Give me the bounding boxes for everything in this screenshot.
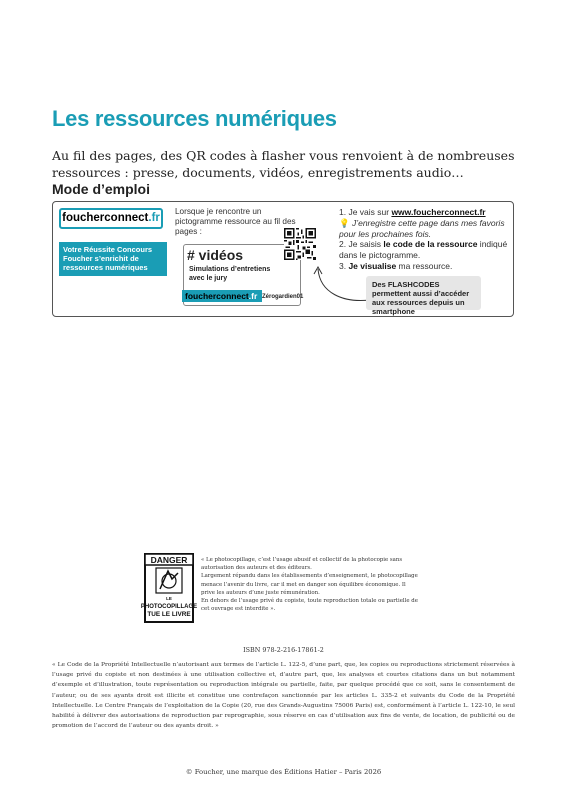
svg-text:TUE LE LIVRE: TUE LE LIVRE <box>147 611 191 618</box>
copyright: © Foucher, une marque des Éditions Hatier – Paris 2026 <box>185 768 382 776</box>
danger-label: DANGER <box>150 555 188 565</box>
logo-dot: .fr <box>148 212 160 224</box>
enrichment-note: Votre Réussite Concours Foucher s’enrichit de ressources numériques <box>59 242 167 276</box>
step-3: 3. Je visualise ma ressource. <box>339 260 453 271</box>
isbn: ISBN 978-2-216-17861-2 <box>243 646 324 654</box>
foucherconnect-link[interactable]: www.foucherconnect.fr <box>391 207 486 217</box>
picto-site-banner <box>182 290 262 302</box>
picto-resource-code: Zérogardien01 <box>262 294 304 300</box>
danger-photocopillage-logo <box>140 553 198 623</box>
svg-text:LE: LE <box>166 596 172 601</box>
lightbulb-icon: 💡 <box>339 217 350 228</box>
step-1-favorite: 💡 J’enregistre cette page dans mes favoris pour les prochaines fois. <box>339 217 505 239</box>
picto-hashtag: # vidéos <box>187 247 244 263</box>
svg-text:PHOTOCOPILLAGE: PHOTOCOPILLAGE <box>140 604 198 610</box>
step-1: 1. Je vais sur www.foucherconnect.fr <box>339 207 486 217</box>
warning-paragraph: En dehors de l’usage privé du copiste, toute reproduction totale ou partielle de cet ouvrage est interdite ». <box>201 598 418 613</box>
step-intro: Lorsque je rencontre un pictogramme ressource au fil des pages : <box>175 207 296 236</box>
legal-notice: « Le Code de la Propriété Intellectuelle n’autorisant aux termes de l’article L. 122-5, d’une part, que, les copies ou reproductions strictement réservées à l’usage privé du copiste et non destinées à une utilisation collective et, d’autre part, que, les analyses et courtes citations dans un but notamment d’exemple et d’illustration, toute représentation ou reproduction intégrale ou partielle, faite, par quelque procédé que ce soit, sans le consentement de l’auteur, ou de ses ayants droit est illicite et constitue une contrefaçon sanctionnée par les articles L. 335-2 et suivants du Code de la Propriété Intellectuelle. Le Centre Français de l’exploitation de la Copie (20, rue des Grands-Augustins 75006 Paris) est, conformément à l’article L. 122-10, le seul habilité à délivrer des autorisations de reproduction par reprographie, sous réserve en cas d’utilisation aux fins de vente, de location, de publicité ou de promotion de l’accord de l’auteur ou des ayants droit. » <box>52 662 515 730</box>
step-2: 2. Je saisis le code de la ressource indiqué dans le pictogramme. <box>339 239 508 261</box>
steps-list <box>339 207 511 272</box>
foucherconnect-logo <box>59 208 163 229</box>
flashcode-note: Des FLASHCODES permettent aussi d’accéder aux ressources depuis un smartphone <box>366 276 481 310</box>
qr-code-icon[interactable] <box>284 228 316 260</box>
warning-paragraph: Largement répandu dans les établissements d’enseignement, le photocopillage menace l’avenir du livre, car il met en danger son équilibre économique. Il prive les auteurs d’une juste rémunération. <box>201 573 418 596</box>
picto-description: Simulations d’entretiens avec le jury <box>189 266 271 282</box>
page-title: Les ressources numériques <box>52 106 337 131</box>
picto-site: foucherconnect <box>185 291 249 301</box>
warning-paragraph: « Le photocopillage, c’est l’usage abusif et collectif de la photocopie sans autorisation des auteurs et des éditeurs. <box>201 557 403 572</box>
instructions-panel <box>52 201 514 317</box>
intro-paragraph: Au fil des pages, des QR codes à flasher vous renvoient à de nombreuses ressources : presse, documents, vidéos, enregistrements audio… <box>52 148 515 180</box>
picto-site-dot: .fr <box>248 291 258 301</box>
mode-heading: Mode d’emploi <box>52 181 150 197</box>
logo-main: foucherconnect <box>62 212 149 224</box>
photocopillage-warning <box>201 556 419 613</box>
